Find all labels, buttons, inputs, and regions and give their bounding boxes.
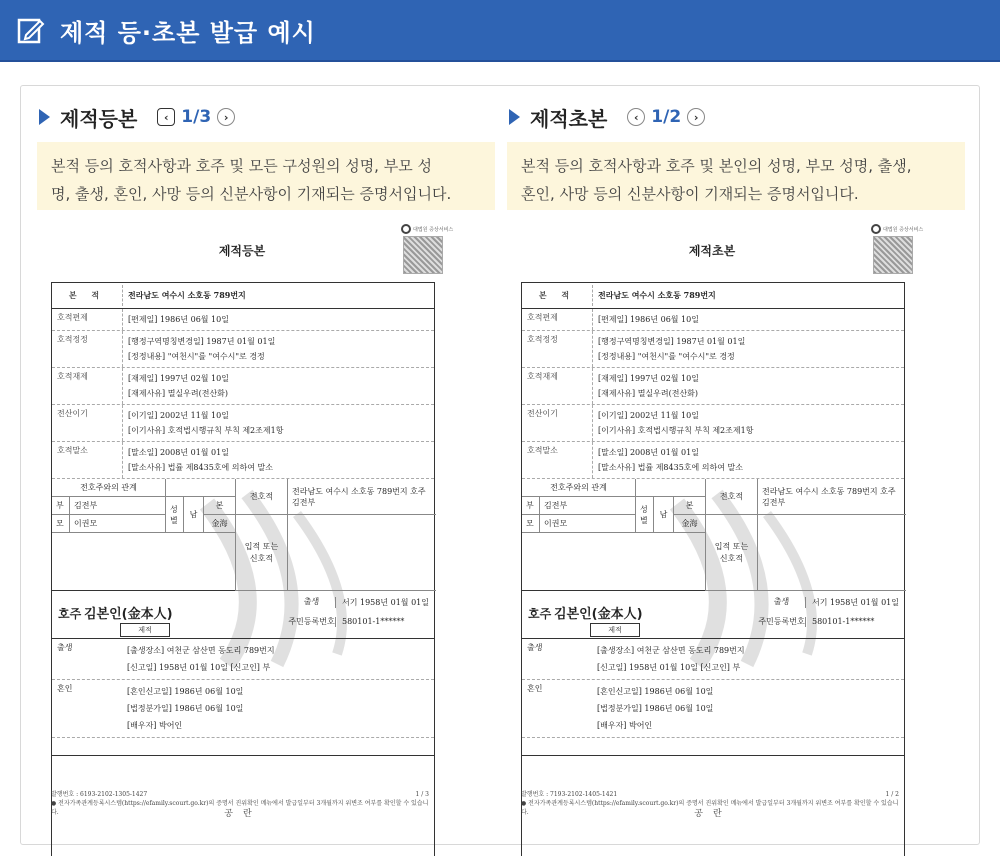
birth-value: 서기 1958년 01월 01일 [812, 598, 899, 607]
event-line: [배우자] 박어인 [597, 721, 653, 730]
mother-name: 이권모 [540, 515, 636, 533]
row-value [122, 331, 434, 367]
row-value: 전라남도 여수시 소호동 789번지 [122, 285, 434, 306]
row-value [122, 368, 434, 404]
certificate-footer [51, 790, 435, 817]
footer-issue-row [521, 790, 905, 799]
certificate-table [51, 282, 435, 856]
row-line: [이기사유] 호적법시행규칙 부칙 제2조제1항 [598, 426, 754, 435]
court-logo-icon [871, 224, 881, 234]
family-table [522, 479, 904, 591]
event-line: [출생장소] 여천군 삼산면 동도리 789번지 [127, 646, 275, 655]
blank-area: 공란 [522, 755, 904, 856]
gender-label: 성별 [636, 497, 654, 533]
mother-name: 이권모 [70, 515, 166, 533]
row-value [592, 368, 904, 404]
edit-note-icon [16, 15, 46, 45]
row-key: 본 적 [68, 290, 106, 300]
row-line: [재제사유] 멸실우려(전산화) [598, 389, 699, 398]
father-name: 김전부 [540, 497, 636, 515]
event-line: [출생장소] 여천군 삼산면 동도리 789번지 [597, 646, 745, 655]
page-count: 1 / 3 [415, 791, 429, 798]
prev-head-label: 전호적 [706, 479, 758, 515]
owner-id-row [288, 617, 436, 627]
empty-cell [636, 479, 706, 497]
row-value [122, 442, 434, 478]
record-rows [52, 309, 434, 479]
record-row [522, 405, 904, 442]
birth-value: 서기 1958년 01월 01일 [342, 598, 429, 607]
event-row [52, 639, 434, 680]
row-line: [말소일] 2008년 01월 01일 [598, 448, 699, 457]
chevron-right-icon[interactable]: › [687, 108, 705, 126]
seal-text: 대법원 증상서비스 [413, 227, 454, 233]
event-key: 혼인 [527, 684, 543, 693]
page-indicator: 1/3 [181, 107, 212, 127]
notice: ● 전자가족관계등록시스템(https://efamily.scourt.go.kr)의 증명서 진위확인 메뉴에서 발급일부터 3개월까지 위변조 여부를 확인할 수 있습니다. [521, 800, 899, 816]
id-label: 주민등록번호 [758, 617, 805, 626]
record-row [52, 368, 434, 405]
empty-cell [522, 533, 706, 591]
event-line: [신고일] 1958년 01월 10일 [신고인] 부 [597, 663, 741, 672]
section-title: 제적등본 [60, 106, 138, 131]
event-line: [혼인신고일] 1986년 06월 10일 [127, 687, 244, 696]
row-value [592, 331, 904, 367]
empty-cell [166, 479, 236, 497]
event-value [592, 680, 904, 737]
family-section [52, 479, 434, 755]
record-row [522, 309, 904, 331]
row-line: [정정내용] "여천시"를 "여수시"로 경정 [598, 352, 735, 361]
court-seal [869, 224, 924, 274]
row-value [122, 309, 434, 330]
owner-label: 호주 [528, 607, 552, 621]
notice: ● 전자가족관계등록시스템(https://efamily.scourt.go.kr)의 증명서 진위확인 메뉴에서 발급일부터 3개월까지 위변조 여부를 확인할 수 있습니다. [51, 800, 429, 816]
triangle-bullet-icon [509, 109, 520, 125]
id-value: 580101-1****** [342, 617, 405, 626]
origin-value: 金海 [204, 515, 236, 533]
section-title: 제적초본 [530, 106, 608, 131]
page-indicator: 1/2 [651, 107, 682, 127]
section-header [507, 102, 705, 132]
row-key: 본 적 [538, 290, 576, 300]
row-value [592, 442, 904, 478]
event-row [522, 680, 904, 738]
certificate-image [47, 224, 454, 820]
issue-number: 발행번호 : 7193-2102-1405-1421 [521, 791, 618, 798]
record-row [52, 405, 434, 442]
owner-label: 호주 [58, 607, 82, 621]
event-rows [522, 639, 904, 738]
row-line: [행정구역명칭변경일] 1987년 01월 01일 [598, 337, 746, 346]
section-description [37, 142, 495, 210]
father-label: 부 [522, 497, 540, 515]
row-line: [재제사유] 멸실우려(전산화) [128, 389, 229, 398]
blank-area: 공란 [52, 755, 434, 856]
record-row [52, 309, 434, 331]
owner-status: 제적 [590, 623, 640, 637]
row-key: 호적말소 [57, 446, 88, 455]
row-key: 전산이기 [57, 409, 88, 418]
row-key: 호적편제 [527, 313, 558, 322]
certificate-footer [521, 790, 905, 817]
event-rows [52, 639, 434, 738]
relation-label: 전호주와의 관계 [52, 479, 166, 497]
row-line: [재제일] 1997년 02월 10일 [598, 374, 699, 383]
owner-name: 김본인(金本人) [554, 607, 643, 622]
event-line: [법정분가일] 1986년 06월 10일 [597, 704, 714, 713]
row-line: [말소사유] 법률 제8435호에 의하여 말소 [128, 463, 273, 472]
qr-code [403, 236, 443, 274]
row-line: [말소일] 2008년 01월 01일 [128, 448, 229, 457]
pager [157, 107, 235, 127]
father-label: 부 [52, 497, 70, 515]
row-key: 호적말소 [527, 446, 558, 455]
certificate-image [517, 224, 924, 820]
owner-id-row [758, 617, 906, 627]
base-address-row [522, 283, 904, 309]
page-count: 1 / 2 [885, 791, 899, 798]
owner-birth-row [288, 597, 436, 608]
record-row [52, 331, 434, 368]
birth-label: 출생 [758, 597, 806, 608]
event-key: 출생 [527, 643, 543, 652]
description-line: 본적 등의 호적사항과 호주 및 본인의 성명, 부모 성명, 출생, [521, 157, 912, 175]
row-value: 전라남도 여수시 소호동 789번지 [592, 285, 904, 306]
footer-issue-row [51, 790, 435, 799]
row-line: [말소사유] 법률 제8435호에 의하여 말소 [598, 463, 743, 472]
origin-label: 본 [204, 497, 236, 515]
id-label: 주민등록번호 [288, 617, 335, 626]
row-line: [이기사유] 호적법시행규칙 부칙 제2조제1항 [128, 426, 284, 435]
family-table [52, 479, 434, 591]
prev-head-label: 전호적 [236, 479, 288, 515]
entry-label: 입적 또는 신호적 [706, 515, 758, 591]
record-row [522, 331, 904, 368]
record-row [52, 442, 434, 479]
record-row [522, 368, 904, 405]
event-value [122, 639, 434, 679]
row-key: 호적정정 [57, 335, 88, 344]
chevron-right-icon[interactable]: › [217, 108, 235, 126]
court-seal [399, 224, 454, 274]
certificate-title: 제적등본 [218, 244, 266, 258]
family-section [522, 479, 904, 755]
event-line: [법정분가일] 1986년 06월 10일 [127, 704, 244, 713]
description-line: 본적 등의 호적사항과 호주 및 모든 구성원의 성명, 부모 성 [51, 157, 432, 175]
row-key: 전산이기 [527, 409, 558, 418]
row-line: [정정내용] "여천시"를 "여수시"로 경정 [128, 352, 265, 361]
description-line: 명, 출생, 혼인, 사망 등의 신분사항이 기재되는 증명서입니다. [51, 185, 452, 203]
head-of-household [522, 591, 904, 639]
gender-value: 남 [654, 497, 674, 533]
row-key: 호적재제 [527, 372, 558, 381]
certificate-title: 제적초본 [688, 244, 736, 258]
pager [627, 107, 705, 127]
section-removed-register-abstract [507, 86, 967, 844]
event-key: 혼인 [57, 684, 73, 693]
example-panel [20, 85, 980, 845]
owner-birth-row [758, 597, 906, 608]
row-line: [편제일] 1986년 06월 10일 [598, 315, 699, 324]
event-line: [신고일] 1958년 01월 10일 [신고인] 부 [127, 663, 271, 672]
row-line: [이기일] 2002년 11월 10일 [598, 411, 699, 420]
row-value [592, 309, 904, 330]
gender-value: 남 [184, 497, 204, 533]
base-address-row [52, 283, 434, 309]
event-key: 출생 [57, 643, 73, 652]
id-value: 580101-1****** [812, 617, 875, 626]
section-removed-register-full [37, 86, 497, 844]
relation-label: 전호주와의 관계 [522, 479, 636, 497]
prev-head-value: 전라남도 여수시 소호동 789번지 호주 김전부 [288, 479, 436, 515]
father-name: 김전부 [70, 497, 166, 515]
empty-cell [758, 515, 906, 591]
origin-label: 본 [674, 497, 706, 515]
origin-value: 金海 [674, 515, 706, 533]
mother-label: 모 [52, 515, 70, 533]
row-value [592, 405, 904, 441]
row-key: 호적재제 [57, 372, 88, 381]
row-line: [편제일] 1986년 06월 10일 [128, 315, 229, 324]
page-title: 제적 등·초본 발급 예시 [60, 18, 316, 47]
seal-text: 대법원 증상서비스 [883, 227, 924, 233]
row-key: 호적편제 [57, 313, 88, 322]
empty-cell [52, 533, 236, 591]
description-line: 혼인, 사망 등의 신분사항이 기재되는 증명서입니다. [521, 185, 859, 203]
empty-cell [288, 515, 436, 591]
event-value [122, 680, 434, 737]
row-value [122, 405, 434, 441]
prev-head-value: 전라남도 여수시 소호동 789번지 호주 김전부 [758, 479, 906, 515]
event-line: [배우자] 박어인 [127, 721, 183, 730]
certificate-table [521, 282, 905, 856]
issue-number: 발행번호 : 6193-2102-1305-1427 [51, 791, 148, 798]
event-line: [혼인신고일] 1986년 06월 10일 [597, 687, 714, 696]
owner-name: 김본인(金本人) [84, 607, 173, 622]
triangle-bullet-icon [39, 109, 50, 125]
entry-label: 입적 또는 신호적 [236, 515, 288, 591]
event-row [522, 639, 904, 680]
page-header [0, 0, 1000, 62]
row-line: [행정구역명칭변경일] 1987년 01월 01일 [128, 337, 276, 346]
gender-label: 성별 [166, 497, 184, 533]
record-rows [522, 309, 904, 479]
record-row [522, 442, 904, 479]
row-line: [재제일] 1997년 02월 10일 [128, 374, 229, 383]
event-row [52, 680, 434, 738]
head-of-household [52, 591, 434, 639]
section-header [37, 102, 235, 132]
mother-label: 모 [522, 515, 540, 533]
qr-code [873, 236, 913, 274]
court-logo-icon [401, 224, 411, 234]
birth-label: 출생 [288, 597, 336, 608]
event-value [592, 639, 904, 679]
section-description [507, 142, 965, 210]
row-key: 호적정정 [527, 335, 558, 344]
chevron-left-icon[interactable]: ‹ [627, 108, 645, 126]
row-line: [이기일] 2002년 11월 10일 [128, 411, 229, 420]
owner-status: 제적 [120, 623, 170, 637]
chevron-left-icon[interactable]: ‹ [157, 108, 175, 126]
